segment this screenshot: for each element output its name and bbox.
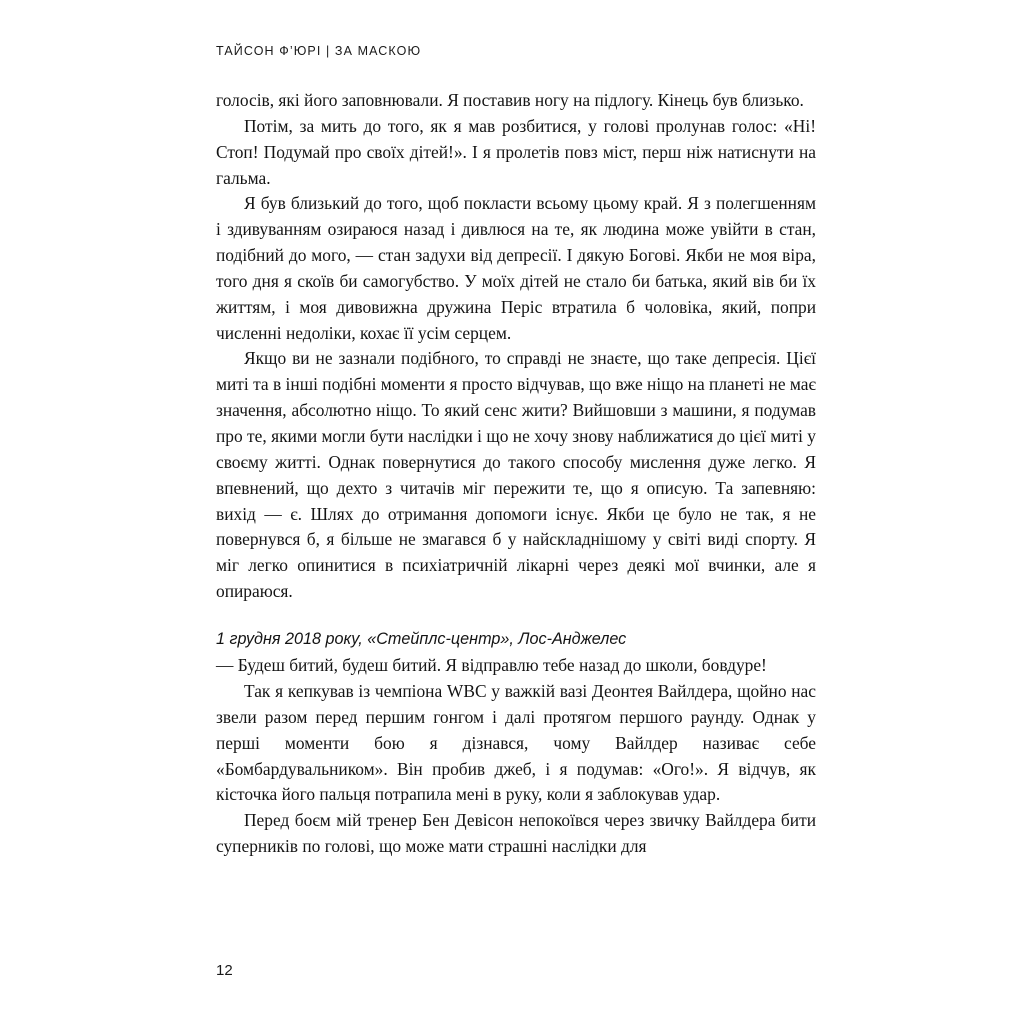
paragraph: Якщо ви не зазнали подібного, то справді не знаєте, що таке депресія. Цієї миті та в інші подібні моменти я просто відчував, що вже ніщо на планеті не має значення, абсолютно ніщо. То який сенс жити? Вийшовши з машини, я подумав про те, якими могли бути наслідки і що не хочу знову наближатися до цієї миті у своєму житті. Однак повернутися до такого способу мислення дуже легко. Я впевнений, що дехто з читачів міг пережити те, що я описую. Та запевняю: вихід — є. Шлях до отримання допомоги існує. Якби це було не так, я не повернувся б, я більше не змагався б у найскладнішому у світі виді спорту. Я міг легко опинитися в психіатричній лікарні через деякі мої вчинки, але я опираюся. (216, 348, 816, 602)
running-head: ТАЙСОН Ф’ЮРІ | ЗА МАСКОЮ (216, 44, 422, 58)
paragraph: голосів, які його заповнювали. Я поставив ногу на підлогу. Кінець був близько. (216, 90, 804, 110)
paragraph: Так я кепкував із чемпіона WBC у важкій вазі Деонтея Вайлдера, щойно нас звели разом перед першим гонгом і далі протягом першого раунду. Однак у перші моменти бою я дізнався, чому Вайлдер називає себе «Бомбардувальником». Він пробив джеб, і я подумав: «Ого!». Я відчув, як кісточка його пальця потрапила мені в руку, коли я заблокував удар. (216, 681, 816, 805)
scene-break-spacer (216, 605, 816, 627)
scene-heading: 1 грудня 2018 року, «Стейплс-центр», Лос-Анджелес (216, 629, 627, 648)
body-text-column (216, 88, 816, 860)
paragraph: — Будеш битий, будеш битий. Я відправлю тебе назад до школи, бовдуре! (216, 655, 767, 676)
paragraph: Я був близький до того, щоб покласти всьому цьому край. Я з полегшенням і здивуванням озираюся назад і дивлюся на те, як людина може увійти в стан, подібний до мого, — стан задухи від депресії. І дякую Богові. Якби не моя віра, того дня я скоїв би самогубство. У моїх дітей не стало би батька, який вів би їх життям, і моя дивовижна дружина Періс втратила б чоловіка, який, попри численні недоліки, кохає її усім серцем. (216, 193, 816, 343)
paragraph: Потім, за мить до того, як я мав розбитися, у голові пролунав голос: «Ні! Стоп! Подумай про своїх дітей!». І я пролетів повз міст, перш ніж натиснути на гальма. (216, 115, 816, 188)
paragraph: Перед боєм мій тренер Бен Девісон непокоївся через звичку Вайлдера бити суперників по голові, що може мати страшні наслідки для (216, 810, 816, 857)
page-number: 12 (216, 962, 233, 979)
